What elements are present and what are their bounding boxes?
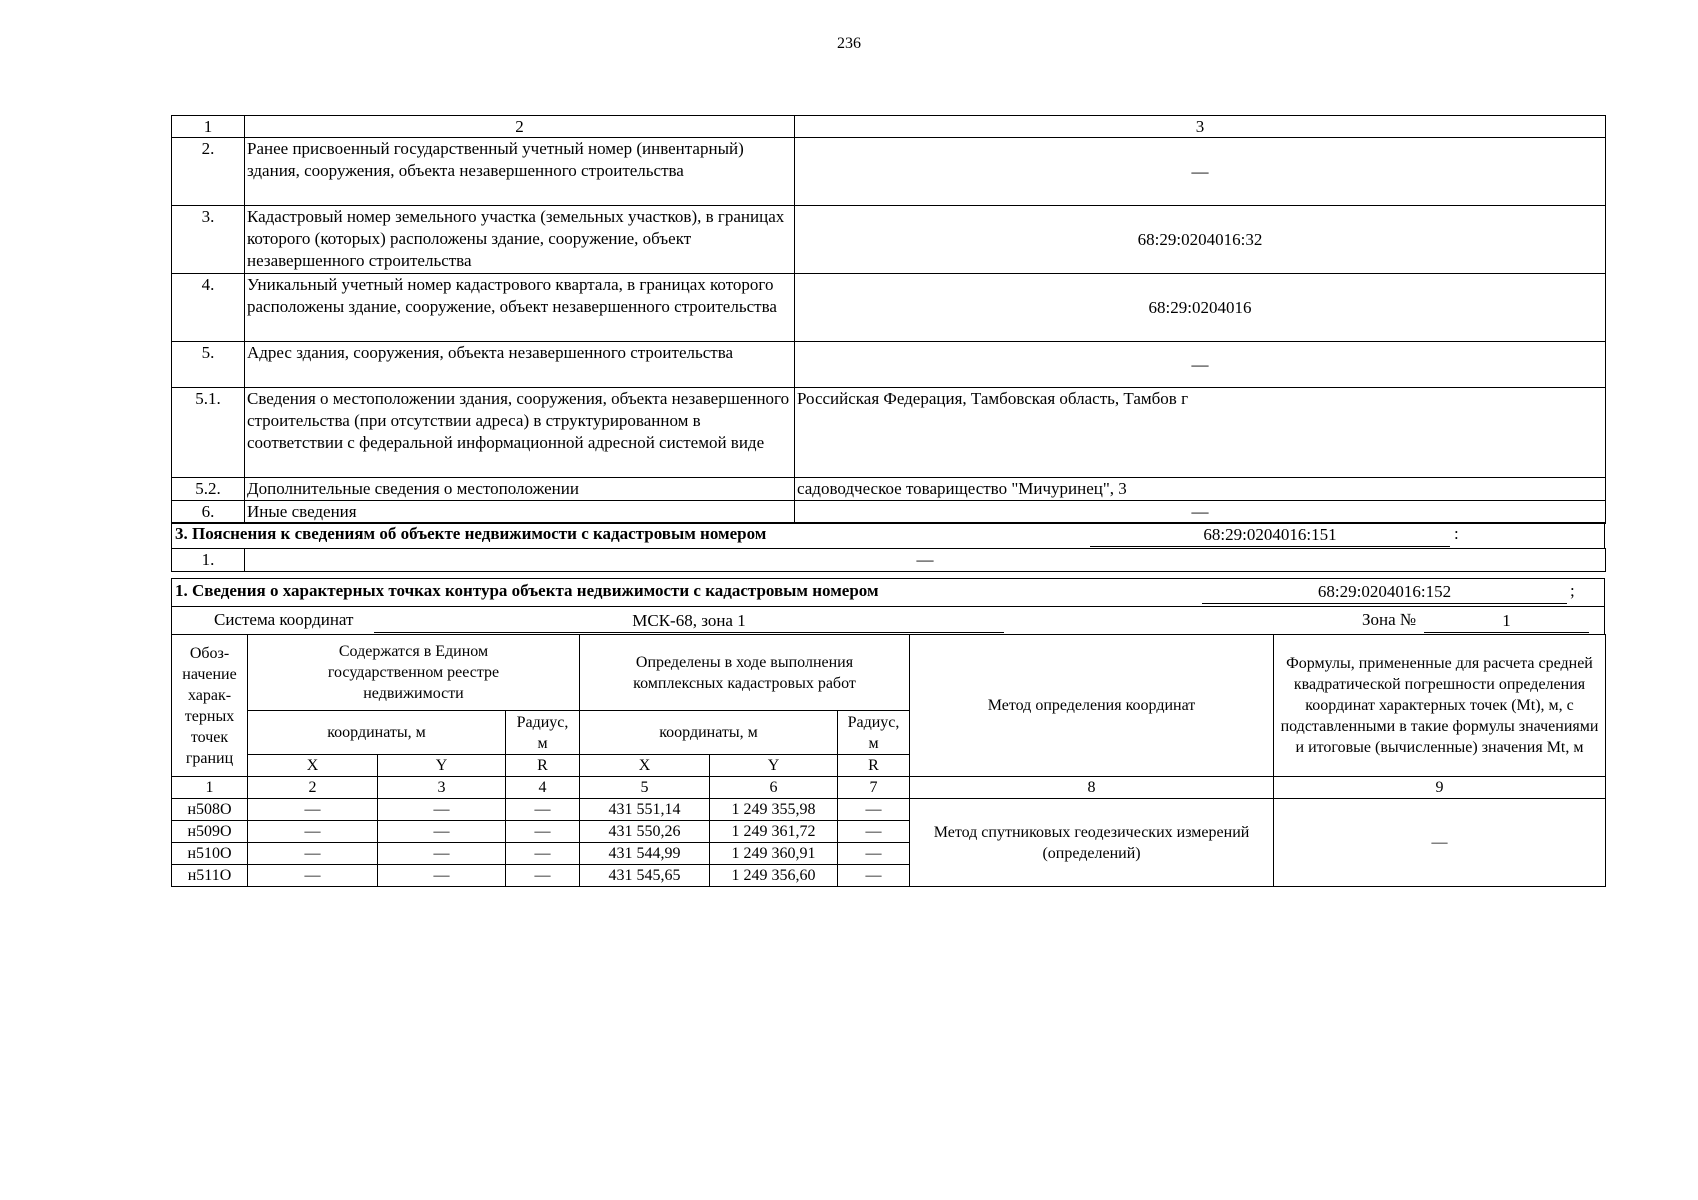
section-3-cadastral-number: 68:29:0204016:151 xyxy=(1090,524,1450,547)
point-name: н509О xyxy=(172,821,248,843)
formula-value: — xyxy=(1274,799,1606,887)
header-r: R xyxy=(838,755,910,777)
row-value: — xyxy=(795,342,1606,388)
header-method: Метод определения координат xyxy=(910,635,1274,777)
kkr-r: — xyxy=(838,821,910,843)
column-number: 1 xyxy=(172,116,245,138)
row-value: садоводческое товарищество "Мичуринец", 3 xyxy=(795,478,1606,501)
row-number: 4. xyxy=(172,274,245,342)
row-number: 1. xyxy=(172,549,245,572)
table-row xyxy=(172,501,1606,524)
points-table xyxy=(171,634,1606,887)
header-x: X xyxy=(248,755,378,777)
kkr-x: 431 545,65 xyxy=(580,865,710,887)
section-3-header xyxy=(171,522,1605,548)
kkr-r: — xyxy=(838,865,910,887)
kkr-r: — xyxy=(838,843,910,865)
point-name: н510О xyxy=(172,843,248,865)
method-value: Метод спутниковых геодезических измерений (определений) xyxy=(910,799,1274,887)
header-egrn: Содержатся в Едином государственном реестре недвижимости xyxy=(248,635,580,711)
kkr-x: 431 550,26 xyxy=(580,821,710,843)
table-row xyxy=(172,388,1606,478)
row-value: — xyxy=(245,549,1606,572)
header-x: X xyxy=(580,755,710,777)
egrn-y: — xyxy=(378,821,506,843)
column-number: 3 xyxy=(795,116,1606,138)
row-description: Кадастровый номер земельного участка (земельных участков), в границах которого (которых) расположены здание, сооружение, объект незавершенного строительства xyxy=(245,206,795,274)
kkr-y: 1 249 360,91 xyxy=(710,843,838,865)
header-radius: Радиус, м xyxy=(838,711,910,755)
row-value: — xyxy=(795,138,1606,206)
header-row xyxy=(172,635,1606,711)
section-1-header xyxy=(171,578,1605,606)
column-number-row xyxy=(172,116,1606,138)
header-y: Y xyxy=(710,755,838,777)
egrn-r: — xyxy=(506,799,580,821)
coordinate-system-value: МСК-68, зона 1 xyxy=(374,610,1004,633)
header-designation: Обоз- начение харак- терных точек границ xyxy=(172,635,248,777)
table-row xyxy=(172,478,1606,501)
section-1-punctuation: ; xyxy=(1570,581,1575,600)
column-number: 4 xyxy=(506,777,580,799)
row-number: 3. xyxy=(172,206,245,274)
row-value: — xyxy=(795,501,1606,524)
point-name: н511О xyxy=(172,865,248,887)
table-row xyxy=(172,799,1606,821)
egrn-r: — xyxy=(506,865,580,887)
point-name: н508О xyxy=(172,799,248,821)
object-info-table xyxy=(171,115,1606,524)
kkr-y: 1 249 361,72 xyxy=(710,821,838,843)
column-number: 7 xyxy=(838,777,910,799)
egrn-r: — xyxy=(506,843,580,865)
table-row xyxy=(172,206,1606,274)
row-value: 68:29:0204016 xyxy=(795,274,1606,342)
kkr-x: 431 544,99 xyxy=(580,843,710,865)
kkr-y: 1 249 355,98 xyxy=(710,799,838,821)
column-number: 3 xyxy=(378,777,506,799)
egrn-y: — xyxy=(378,799,506,821)
column-number: 2 xyxy=(245,116,795,138)
egrn-x: — xyxy=(248,799,378,821)
explanations-table xyxy=(171,548,1606,572)
header-r: R xyxy=(506,755,580,777)
egrn-r: — xyxy=(506,821,580,843)
page-number: 236 xyxy=(837,35,861,52)
header-coords: координаты, м xyxy=(580,711,838,755)
row-number: 2. xyxy=(172,138,245,206)
section-3-punctuation: : xyxy=(1454,524,1459,543)
row-number: 6. xyxy=(172,501,245,524)
column-number: 5 xyxy=(580,777,710,799)
egrn-x: — xyxy=(248,865,378,887)
header-kkr: Определены в ходе выполнения комплексных кадастровых работ xyxy=(580,635,910,711)
kkr-x: 431 551,14 xyxy=(580,799,710,821)
table-row xyxy=(172,342,1606,388)
column-number-row xyxy=(172,777,1606,799)
row-value: 68:29:0204016:32 xyxy=(795,206,1606,274)
egrn-y: — xyxy=(378,843,506,865)
row-number: 5.2. xyxy=(172,478,245,501)
egrn-x: — xyxy=(248,843,378,865)
table-row xyxy=(172,549,1606,572)
column-number: 8 xyxy=(910,777,1274,799)
row-description: Сведения о местоположении здания, сооружения, объекта незавершенного строительства (при отсутствии адреса) в структурированном в соответствии с федеральной информационной адресной системой виде xyxy=(245,388,795,478)
row-number: 5.1. xyxy=(172,388,245,478)
table-row xyxy=(172,138,1606,206)
row-description: Иные сведения xyxy=(245,501,795,524)
egrn-x: — xyxy=(248,821,378,843)
kkr-y: 1 249 356,60 xyxy=(710,865,838,887)
row-description: Уникальный учетный номер кадастрового квартала, в границах которого расположены здание, сооружение, объект незавершенного строительства xyxy=(245,274,795,342)
egrn-y: — xyxy=(378,865,506,887)
coordinate-system-line xyxy=(171,606,1605,634)
header-radius: Радиус, м xyxy=(506,711,580,755)
column-number: 6 xyxy=(710,777,838,799)
row-description: Адрес здания, сооружения, объекта незавершенного строительства xyxy=(245,342,795,388)
section-1-cadastral-number: 68:29:0204016:152 xyxy=(1202,581,1567,604)
coordinate-system-label: Система координат xyxy=(214,610,354,629)
row-description: Дополнительные сведения о местоположении xyxy=(245,478,795,501)
row-value: Российская Федерация, Тамбовская область, Тамбов г xyxy=(795,388,1606,478)
header-coords: координаты, м xyxy=(248,711,506,755)
zone-label: Зона № xyxy=(1362,610,1417,629)
column-number: 9 xyxy=(1274,777,1606,799)
header-formula: Формулы, примененные для расчета средней квадратической погрешности определения координат характерных точек (Mt), м, с подставленными в такие формулы значениями и итоговые (вычисленные) значения Mt, м xyxy=(1274,635,1606,777)
section-3-title: 3. Пояснения к сведениям об объекте недвижимости с кадастровым номером xyxy=(175,524,767,543)
row-number: 5. xyxy=(172,342,245,388)
header-y: Y xyxy=(378,755,506,777)
column-number: 1 xyxy=(172,777,248,799)
column-number: 2 xyxy=(248,777,378,799)
kkr-r: — xyxy=(838,799,910,821)
section-1-title: 1. Сведения о характерных точках контура объекта недвижимости с кадастровым номером xyxy=(175,581,879,600)
row-description: Ранее присвоенный государственный учетный номер (инвентарный) здания, сооружения, объекта незавершенного строительства xyxy=(245,138,795,206)
table-row xyxy=(172,274,1606,342)
zone-value: 1 xyxy=(1424,610,1589,633)
